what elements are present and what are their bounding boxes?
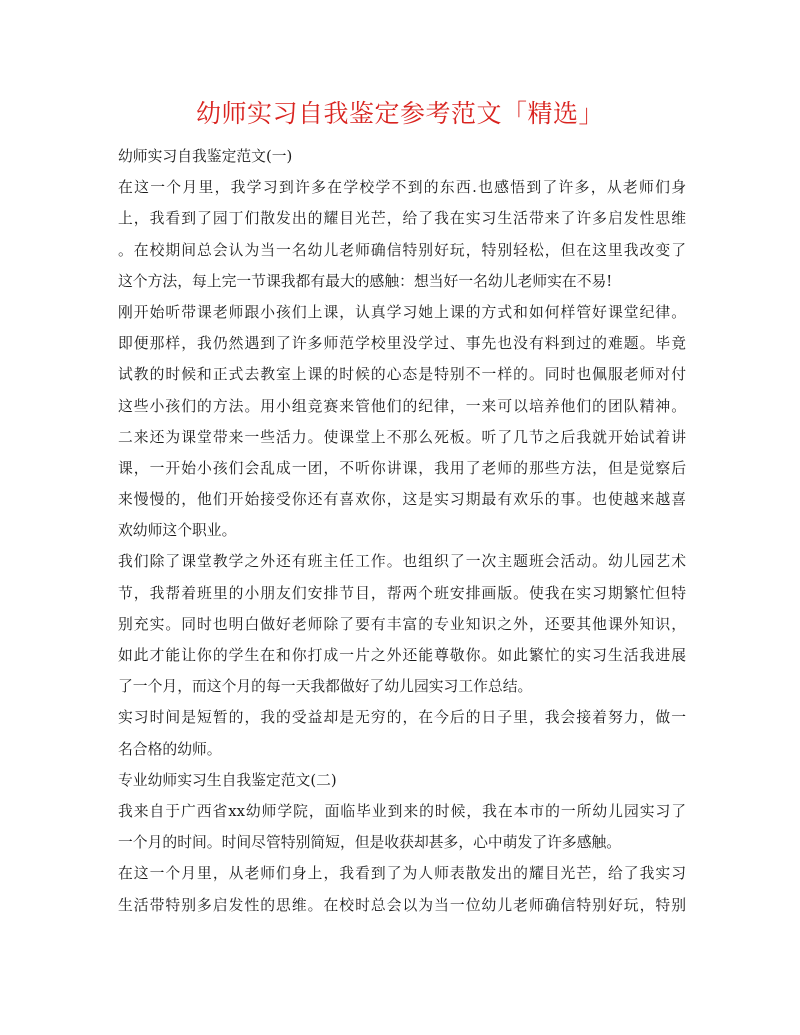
paragraph-line: 生活带特别多启发性的思维。在校时总会以为当一位幼儿老师确信特别好玩，特别 <box>118 896 686 914</box>
body-paragraph <box>118 297 686 547</box>
section-heading <box>118 765 686 796</box>
paragraph-line: 我来自于广西省xx幼师学院，面临毕业到来的时候，我在本市的一所幼儿园实习了 <box>118 802 686 820</box>
heading-text: 专业幼师实习生自我鉴定范文(二) <box>118 771 337 789</box>
section-heading <box>118 141 686 172</box>
paragraph-line: 名合格的幼师。 <box>118 740 222 758</box>
paragraph-line: 这些小孩们的方法。用小组竞赛来管他们的纪律，一来可以培养他们的团队精神。 <box>118 397 686 415</box>
paragraph-line: 来慢慢的，他们开始接受你还有喜欢你，这是实习期最有欢乐的事。也使越来越喜 <box>118 491 686 509</box>
body-paragraph <box>118 172 686 297</box>
paragraph-line: 欢幼师这个职业。 <box>118 522 237 540</box>
paragraph-line: 课，一开始小孩们会乱成一团，不听你讲课，我用了老师的那些方法，但是觉察后 <box>118 459 686 477</box>
document-body <box>118 141 686 921</box>
paragraph-line: 我们除了课堂教学之外还有班主任工作。也组织了一次主题班会活动。幼儿园艺术 <box>118 553 686 571</box>
paragraph-line: 一个月的时间。时间尽管特别简短，但是收获却甚多，心中萌发了许多感触。 <box>118 834 622 852</box>
paragraph-line: 在这一个月里，从老师们身上，我看到了为人师表散发出的耀目光芒，给了我实习 <box>118 865 686 883</box>
body-paragraph <box>118 858 686 920</box>
paragraph-line: 试教的时候和正式去教室上课的时候的心态是特别不一样的。同时也佩服老师对付 <box>118 366 686 384</box>
body-paragraph <box>118 546 686 702</box>
paragraph-line: 别充实。同时也明白做好老师除了要有丰富的专业知识之外，还要其他课外知识， <box>118 615 686 633</box>
paragraph-line: 即便那样，我仍然遇到了许多师范学校里没学过、事先也没有料到过的难题。毕竟 <box>118 335 686 353</box>
paragraph-line: 这个方法，每上完一节课我都有最大的感触：想当好一名幼儿老师实在不易! <box>118 272 613 290</box>
paragraph-line: 二来还为课堂带来一些活力。使课堂上不那么死板。听了几节之后我就开始试着讲 <box>118 428 686 446</box>
paragraph-line: 。在校期间总会认为当一名幼儿老师确信特别好玩，特别轻松，但在这里我改变了 <box>118 241 686 259</box>
paragraph-line: 节，我帮着班里的小朋友们安排节目，帮两个班安排画版。使我在实习期繁忙但特 <box>118 584 686 602</box>
paragraph-line: 在这一个月里，我学习到许多在学校学不到的东西.也感悟到了许多，从老师们身 <box>118 179 686 197</box>
paragraph-line: 了一个月，而这个月的每一天我都做好了幼儿园实习工作总结。 <box>118 678 533 696</box>
heading-text: 幼师实习自我鉴定范文(一) <box>118 148 293 165</box>
paragraph-line: 如此才能让你的学生在和你打成一片之外还能尊敬你。如此繁忙的实习生活我进展 <box>118 647 686 664</box>
body-paragraph <box>118 702 686 764</box>
paragraph-line: 上，我看到了园丁们散发出的耀目光芒，给了我在实习生活带来了许多启发性思维 <box>118 210 686 228</box>
body-paragraph <box>118 796 686 858</box>
paragraph-line: 刚开始听带课老师跟小孩们上课，认真学习她上课的方式和如何样管好课堂纪律。 <box>118 303 686 321</box>
document-title: 幼师实习自我鉴定参考范文「精选」 <box>195 99 604 128</box>
paragraph-line: 实习时间是短暂的，我的受益却是无穷的，在今后的日子里，我会接着努力，做一 <box>118 709 686 727</box>
